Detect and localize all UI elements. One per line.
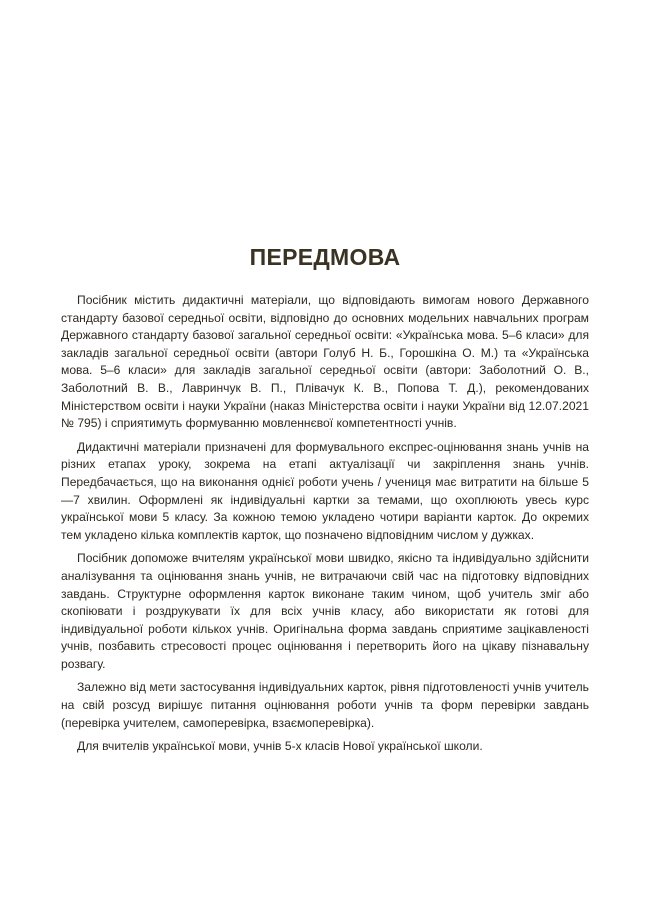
paragraph-5: Для вчителів української мови, учнів 5-х класів Нової української школи. [77, 739, 483, 754]
preface-body [61, 292, 589, 756]
page-title: ПЕРЕДМОВА [249, 244, 401, 270]
paragraph-4: Залежно від мети застосування індивідуальних карток, рівня підготовленості учнів учитель на свій розсуд вирішує питання оцінювання роботи учнів та форм перевірки завдань (перевірка учителем, самоперевірка, взаємоперевірка). [61, 680, 589, 730]
paragraph-3: Посібник допоможе вчителям української мови швидко, якісно та індивідуально здійснити аналізування та оцінювання знань учнів, не витрачаючи свій час на підготовку відповідних завдань. Структурне оформлення карток виконане таким чином, щоб учитель зміг або скопіювати і роздрукувати їх для всіх учнів класу, або використати як готові для індивідуальної роботи кількох учнів. Оригінальна форма завдань сприятиме зацікавленості учнів, позбавить стресовості процес оцінювання і перетворить його на цікаву пізнавальну розвагу. [61, 551, 589, 671]
paragraph-1: Посібник містить дидактичні матеріали, що відповідають вимогам нового Державного стандарту базової середньої освіти, відповідно до основних модельних навчальних програм Державного стандарту базової загальної середньої освіти: «Українська мова. 5–6 класи» для закладів загальної середньої освіти (автори Голуб Н. Б., Горошкіна О. М.) та «Українська мова. 5–6 класи» для закладів загальної середньої освіти (автори: Заболотний О. В., Заболотний В. В., Лавринчук В. П., Плівачук К. В., Попова Т. Д.), рекомендованих Міністерством освіти і науки України (наказ Міністерства освіти і науки України від 12.07.2021 № 795) і сприятимуть формуванню мовленнєвої компетентності учнів. [61, 293, 589, 431]
paragraph-2: Дидактичні матеріали призначені для формувального експрес-оцінювання знань учнів на різних етапах уроку, зокрема на етапі актуалізації чи закріплення знань учнів. Передбачається, що на виконання однієї роботи учень / учениця має витратити на більше 5—7 хвилин. Оформлені як індивідуальні картки за темами, що охоплюють увесь курс української мови 5 класу. За кожною темою укладено чотири варіанти карток. До окремих тем укладено кілька комплектів карток, що позначено відповідним числом у дужках. [61, 439, 589, 542]
